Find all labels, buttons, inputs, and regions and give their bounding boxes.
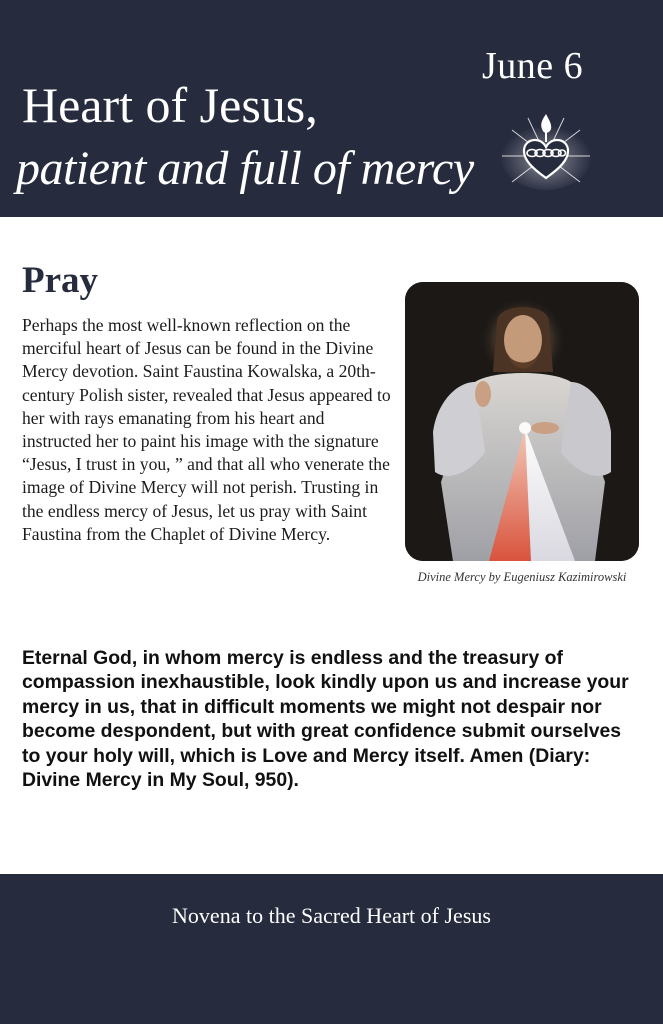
header-banner xyxy=(0,0,663,217)
sacred-heart-icon xyxy=(498,108,594,192)
footer-title: Novena to the Sacred Heart of Jesus xyxy=(172,903,491,928)
footer-banner xyxy=(0,874,663,1024)
reflection-paragraph: Perhaps the most well-known reflection on the merciful heart of Jesus can be found in the Divine Mercy devotion. Saint Faustina Kowalska, a 20th-century Polish sister, revealed that Jesus appeared to her with rays emanating from his heart and instructed her to paint his image with the signature “Jesus, I trust in you, ” and that all who venerate the image of Divine Mercy will not perish. Trusting in the endless mercy of Jesus, let us pray with Saint Faustina from the Chaplet of Divine Mercy. xyxy=(22,315,391,544)
image-caption: Divine Mercy by Eugeniusz Kazimirowski xyxy=(417,570,627,584)
prayer-text: Eternal God, in whom mercy is endless and the treasury of compassion inexhaustible, look kindly upon us and increase your mercy in us, that in difficult moments we might not despair nor become despondent, but with great confidence submit ourselves to your holy will, which is Love and Mercy itself. Amen (Diary: Divine Mercy in My Soul, 950). xyxy=(22,647,629,792)
date-label: June 6 xyxy=(482,45,584,87)
section-heading: Pray xyxy=(22,260,99,301)
divine-mercy-painting xyxy=(405,282,639,561)
page-title: Heart of Jesus, xyxy=(22,77,318,133)
page-subtitle: patient and full of mercy xyxy=(16,142,474,195)
